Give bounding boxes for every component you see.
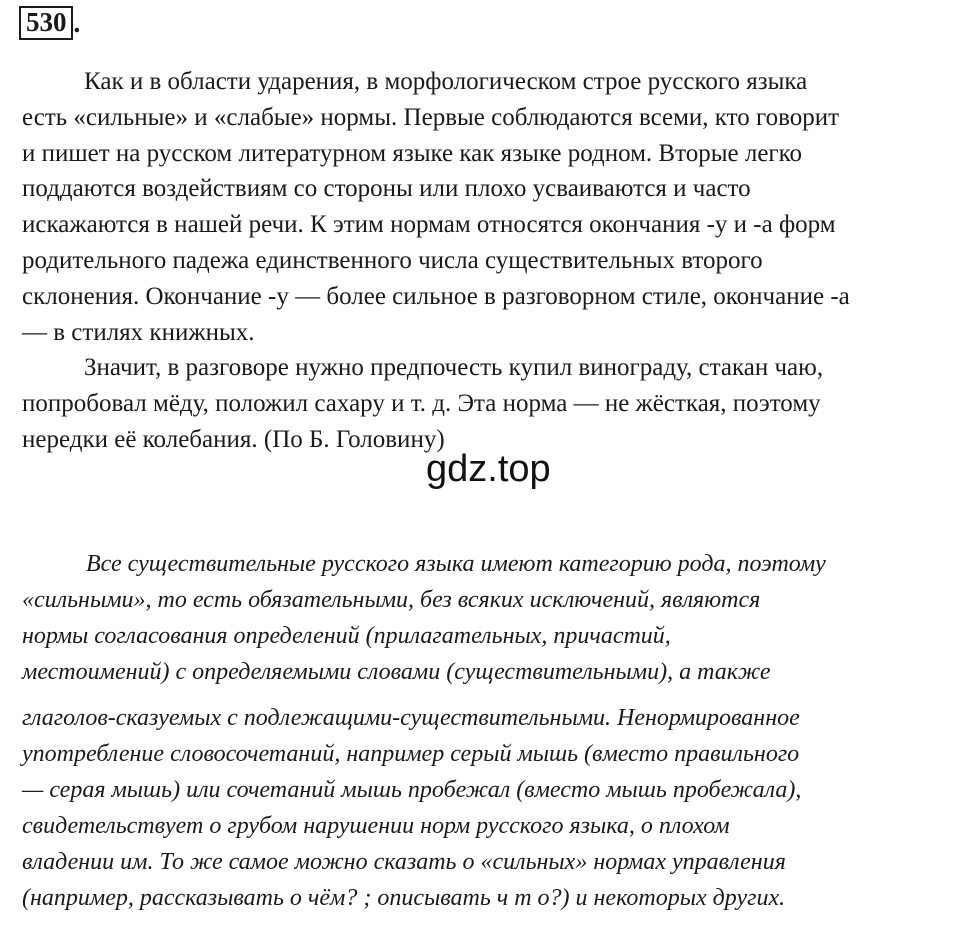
exercise-number-dot: . bbox=[73, 7, 81, 38]
answer-line: употребление словосочетаний, например серый мышь (вместо правильного bbox=[22, 741, 800, 767]
paragraph-line: склонения. Окончание -у — более сильное в разговорном стиле, окончание -а bbox=[22, 282, 850, 310]
answer-line: свидетельствует о грубом нарушении норм русского языка, о плохом bbox=[22, 813, 730, 839]
watermark: gdz.top bbox=[426, 448, 551, 490]
paragraph-line: родительного падежа единственного числа существительных второго bbox=[22, 246, 763, 274]
answer-line: владении им. То же самое можно сказать о «сильных» нормах управления bbox=[22, 849, 786, 875]
answer-line: нормы согласования определений (прилагательных, причастий, bbox=[22, 623, 671, 649]
paragraph-line: поддаются воздействиям со стороны или плохо усваиваются и часто bbox=[22, 175, 751, 203]
paragraph-line: и пишет на русском литературном языке как языке родном. Вторые легко bbox=[22, 139, 803, 167]
answer-line: Все существительные русского языка имеют категорию рода, поэтому bbox=[86, 551, 826, 577]
answer-text bbox=[22, 546, 927, 690]
paragraph-line: — в стилях книжных. bbox=[22, 318, 255, 346]
answer-line: глаголов-сказуемых с подлежащими-существительными. Ненормированное bbox=[22, 705, 800, 731]
answer-line: — серая мышь) или сочетаний мышь пробежал (вместо мышь пробежала), bbox=[22, 777, 802, 803]
exercise-number-box: 530 bbox=[19, 6, 73, 40]
paragraph-line: есть «сильные» и «слабые» нормы. Первые соблюдаются всеми, кто говорит bbox=[22, 103, 840, 131]
answer-text-continued bbox=[22, 700, 927, 916]
paragraph-line: искажаются в нашей речи. К этим нормам относятся окончания -у и -а форм bbox=[22, 211, 836, 239]
paragraph-line: Значит, в разговоре нужно предпочесть купил винограду, стакан чаю, bbox=[84, 354, 824, 382]
exercise-number bbox=[19, 6, 80, 40]
answer-line: «сильными», то есть обязательными, без всяких исключений, являются bbox=[22, 587, 761, 613]
answer-line: местоимений) с определяемыми словами (существительными), а также bbox=[22, 659, 771, 685]
paragraph-line: Как и в области ударения, в морфологическом строе русского языка bbox=[84, 68, 808, 95]
source-text bbox=[22, 64, 927, 458]
paragraph-line: нередки её колебания. (По Б. Головину) bbox=[22, 425, 445, 453]
paragraph-line: попробовал мёду, положил сахару и т. д. Эта норма — не жёсткая, поэтому bbox=[22, 390, 821, 418]
answer-line: (например, рассказывать о чём? ; описывать ч т о?) и некоторых других. bbox=[22, 885, 786, 911]
